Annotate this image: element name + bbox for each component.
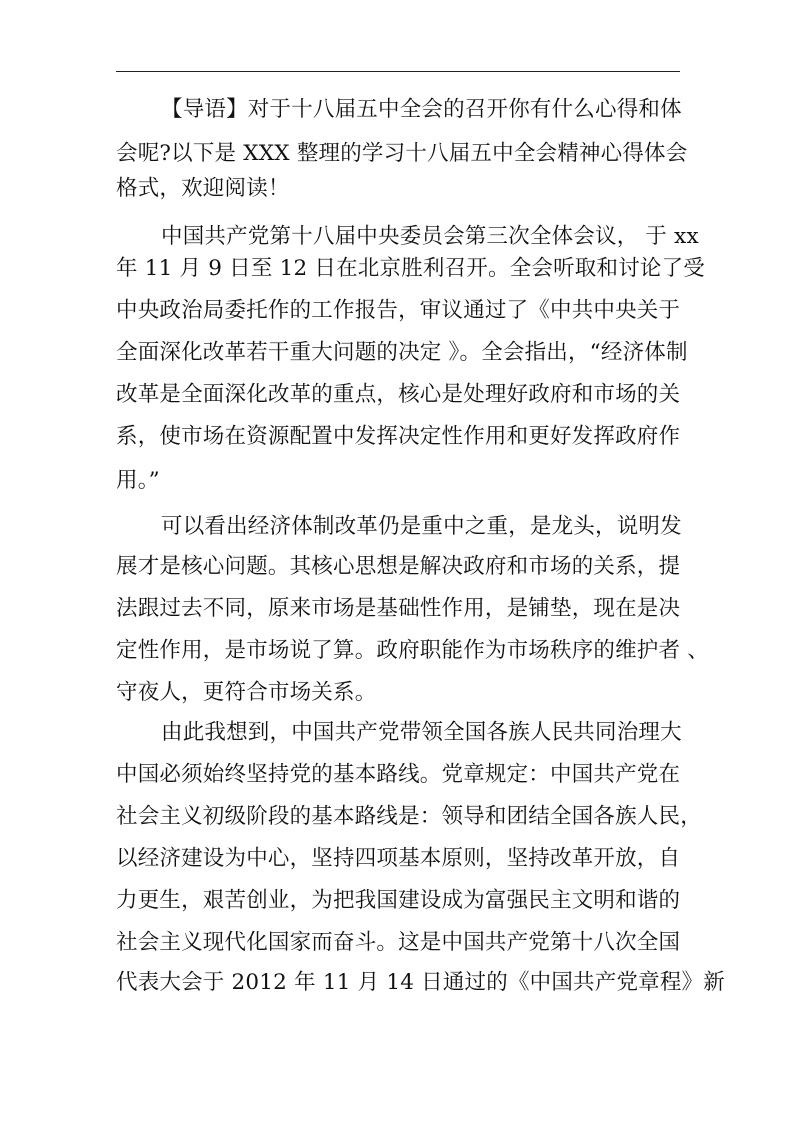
text-line: 社会主义初级阶段的基本路线是：领导和团结全国各族人民， — [116, 804, 702, 829]
text-line: 格式，欢迎阅读！ — [116, 176, 290, 201]
text-line: 社会主义现代化国家而奋斗。这是中国共产党第十八次全国 — [116, 930, 681, 955]
text-line: 力更生，艰苦创业，为把我国建设成为富强民主文明和谐的 — [116, 888, 681, 913]
text-line: 以经济建设为中心，坚持四项基本原则，坚持改革开放，自 — [116, 846, 681, 871]
text-line: 中国必须始终坚持党的基本路线。党章规定：中国共产党在 — [116, 762, 681, 787]
text-line: 守夜人，更符合市场关系。 — [116, 680, 377, 705]
text-line: 可以看出经济体制改革仍是重中之重，是龙头，说明发 — [161, 514, 682, 539]
text-line: 会呢?以下是 XXX 整理的学习十八届五中全会精神心得体会 — [116, 141, 688, 166]
text-line: 【导语】对于十八届五中全会的召开你有什么心得和体 — [161, 97, 682, 122]
text-line: 中央政治局委托作的工作报告，审议通过了《中共中央关于 — [116, 298, 681, 323]
text-line: 用。” — [116, 468, 160, 493]
text-line: 年 11 月 9 日至 12 日在北京胜利召开。全会听取和讨论了受 — [116, 256, 706, 281]
text-line: 定性作用，是市场说了算。政府职能作为市场秩序的维护者 、 — [116, 638, 709, 663]
header-rule — [116, 71, 680, 72]
text-line: 改革是全面深化改革的重点，核心是处理好政府和市场的关 — [116, 382, 681, 407]
text-line: 由此我想到，中国共产党带领全国各族人民共同治理大 — [161, 720, 682, 745]
text-line: 系，使市场在资源配置中发挥决定性作用和更好发挥政府作 — [116, 424, 681, 449]
text-line: 展才是核心问题。其核心思想是解决政府和市场的关系，提 — [116, 554, 681, 579]
text-line: 法跟过去不同，原来市场是基础性作用，是铺垫，现在是决 — [116, 596, 681, 621]
text-line: 代表大会于 2012 年 11 月 14 日通过的《中国共产党章程》新 — [116, 970, 725, 995]
text-line: 中国共产党第十八届中央委员会第三次全体会议， 于 xx — [161, 224, 699, 249]
text-line: 全面深化改革若干重大问题的决定 》。全会指出，“经济体制 — [116, 340, 688, 365]
